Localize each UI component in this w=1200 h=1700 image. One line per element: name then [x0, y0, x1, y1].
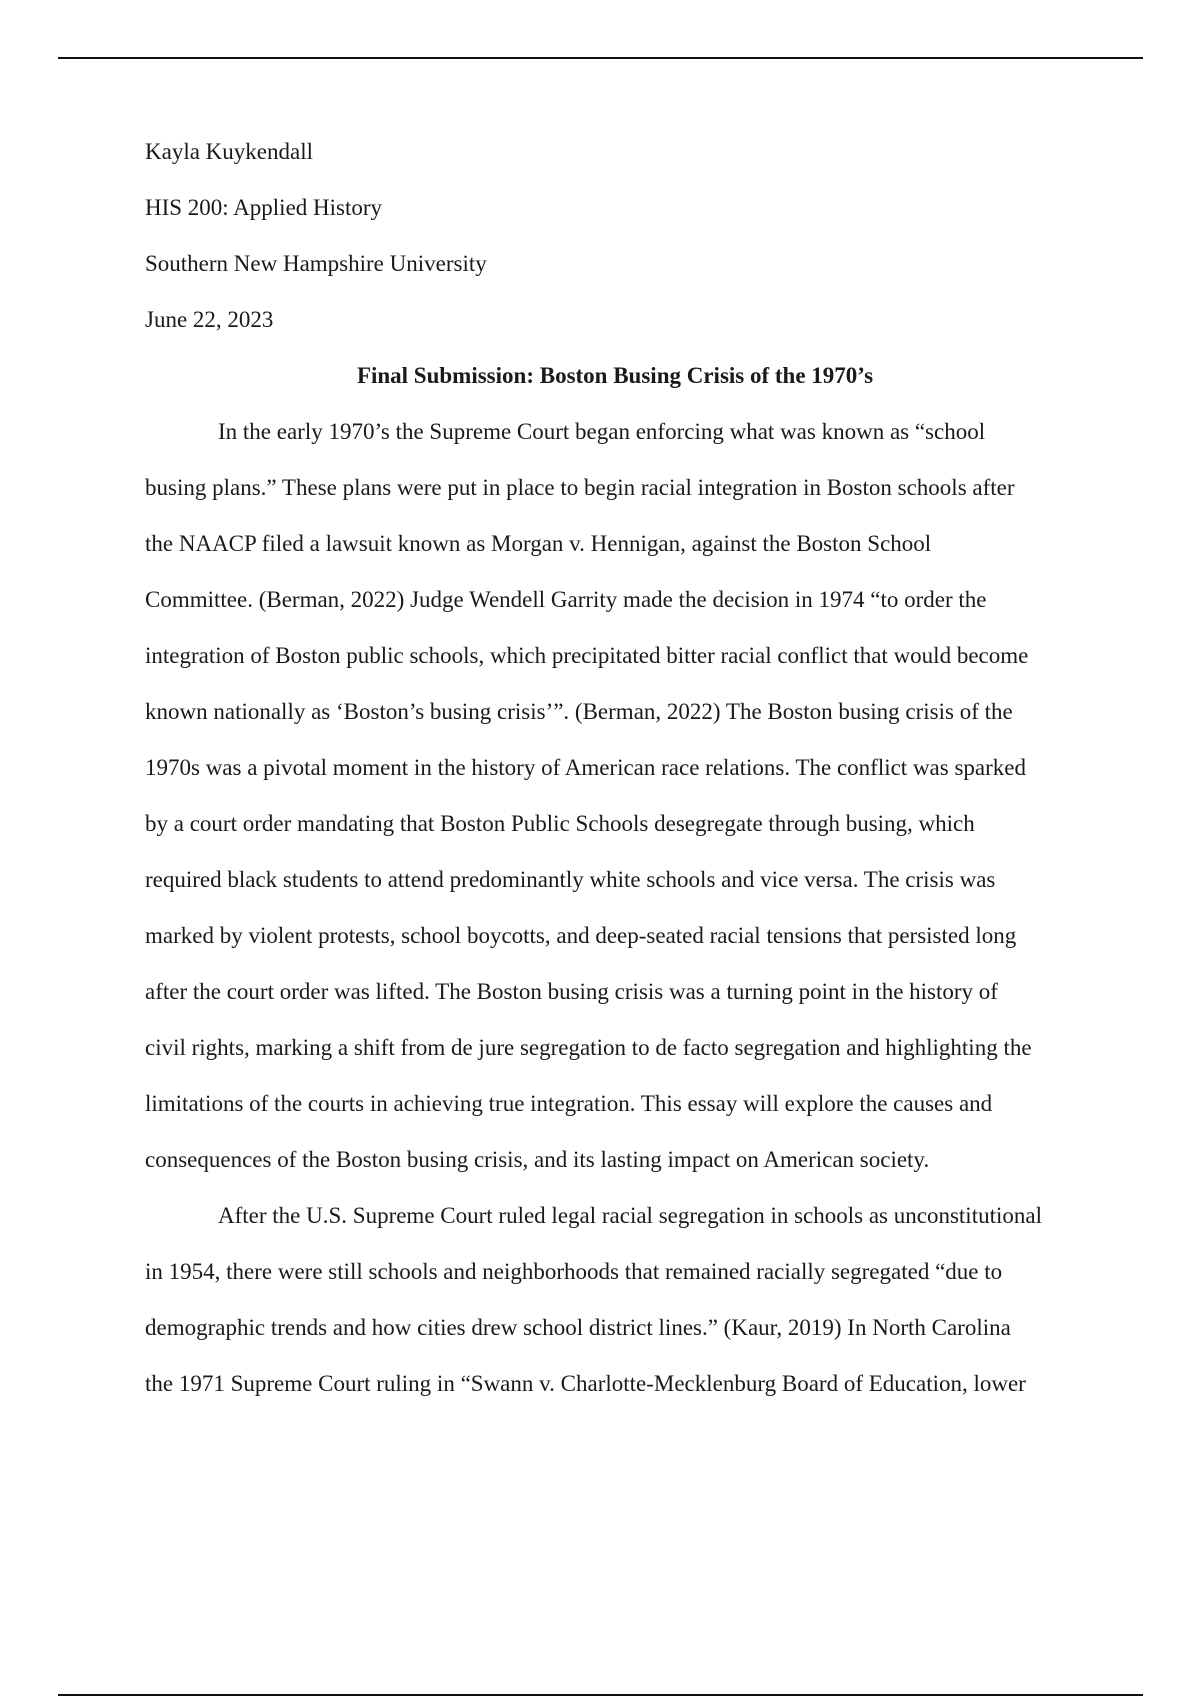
paragraph-line: marked by violent protests, school boycotts, and deep-seated racial tensions that persisted long: [145, 923, 1017, 948]
paragraph-line: the 1971 Supreme Court ruling in “Swann v. Charlotte-Mecklenburg Board of Education, lower: [145, 1371, 1026, 1396]
paragraph-line: limitations of the courts in achieving true integration. This essay will explore the causes and: [145, 1091, 993, 1116]
paragraph-line: in 1954, there were still schools and neighborhoods that remained racially segregated “due to: [145, 1259, 1003, 1284]
author-name: Kayla Kuykendall: [145, 139, 313, 164]
paragraph-line: after the court order was lifted. The Boston busing crisis was a turning point in the history of: [145, 979, 998, 1004]
paragraph-line: 1970s was a pivotal moment in the history of American race relations. The conflict was sparked: [145, 755, 1026, 780]
course-name: HIS 200: Applied History: [145, 195, 383, 220]
paragraph-line: After the U.S. Supreme Court ruled legal racial segregation in schools as unconstitutional: [218, 1203, 1042, 1228]
paragraph-2: [145, 1202, 1085, 1426]
paragraph-line: busing plans.” These plans were put in place to begin racial integration in Boston schools after: [145, 475, 1015, 500]
paragraph-line: demographic trends and how cities drew school district lines.” (Kaur, 2019) In North Carolina: [145, 1315, 1011, 1340]
document-page: [145, 138, 1085, 1426]
paragraph-line: Committee. (Berman, 2022) Judge Wendell Garrity made the decision in 1974 “to order the: [145, 587, 987, 612]
institution-name: Southern New Hampshire University: [145, 251, 487, 276]
paragraph-line: by a court order mandating that Boston Public Schools desegregate through busing, which: [145, 811, 975, 836]
top-rule: [58, 57, 1143, 59]
paragraph-line: consequences of the Boston busing crisis, and its lasting impact on American society.: [145, 1147, 930, 1172]
paragraph-1: [145, 418, 1085, 1202]
paragraph-line: civil rights, marking a shift from de jure segregation to de facto segregation and highlighting the: [145, 1035, 1032, 1060]
paragraph-line: required black students to attend predominantly white schools and vice versa. The crisis was: [145, 867, 996, 892]
paragraph-line: integration of Boston public schools, which precipitated bitter racial conflict that would become: [145, 643, 1029, 668]
paragraph-line: In the early 1970’s the Supreme Court began enforcing what was known as “school: [218, 419, 986, 444]
paragraph-line: the NAACP filed a lawsuit known as Morgan v. Hennigan, against the Boston School: [145, 531, 932, 556]
essay-title: Final Submission: Boston Busing Crisis of the 1970’s: [356, 363, 874, 388]
submission-date: June 22, 2023: [145, 307, 274, 332]
paragraph-line: known nationally as ‘Boston’s busing crisis’”. (Berman, 2022) The Boston busing crisis of the: [145, 699, 1013, 724]
bottom-rule: [58, 1694, 1143, 1696]
